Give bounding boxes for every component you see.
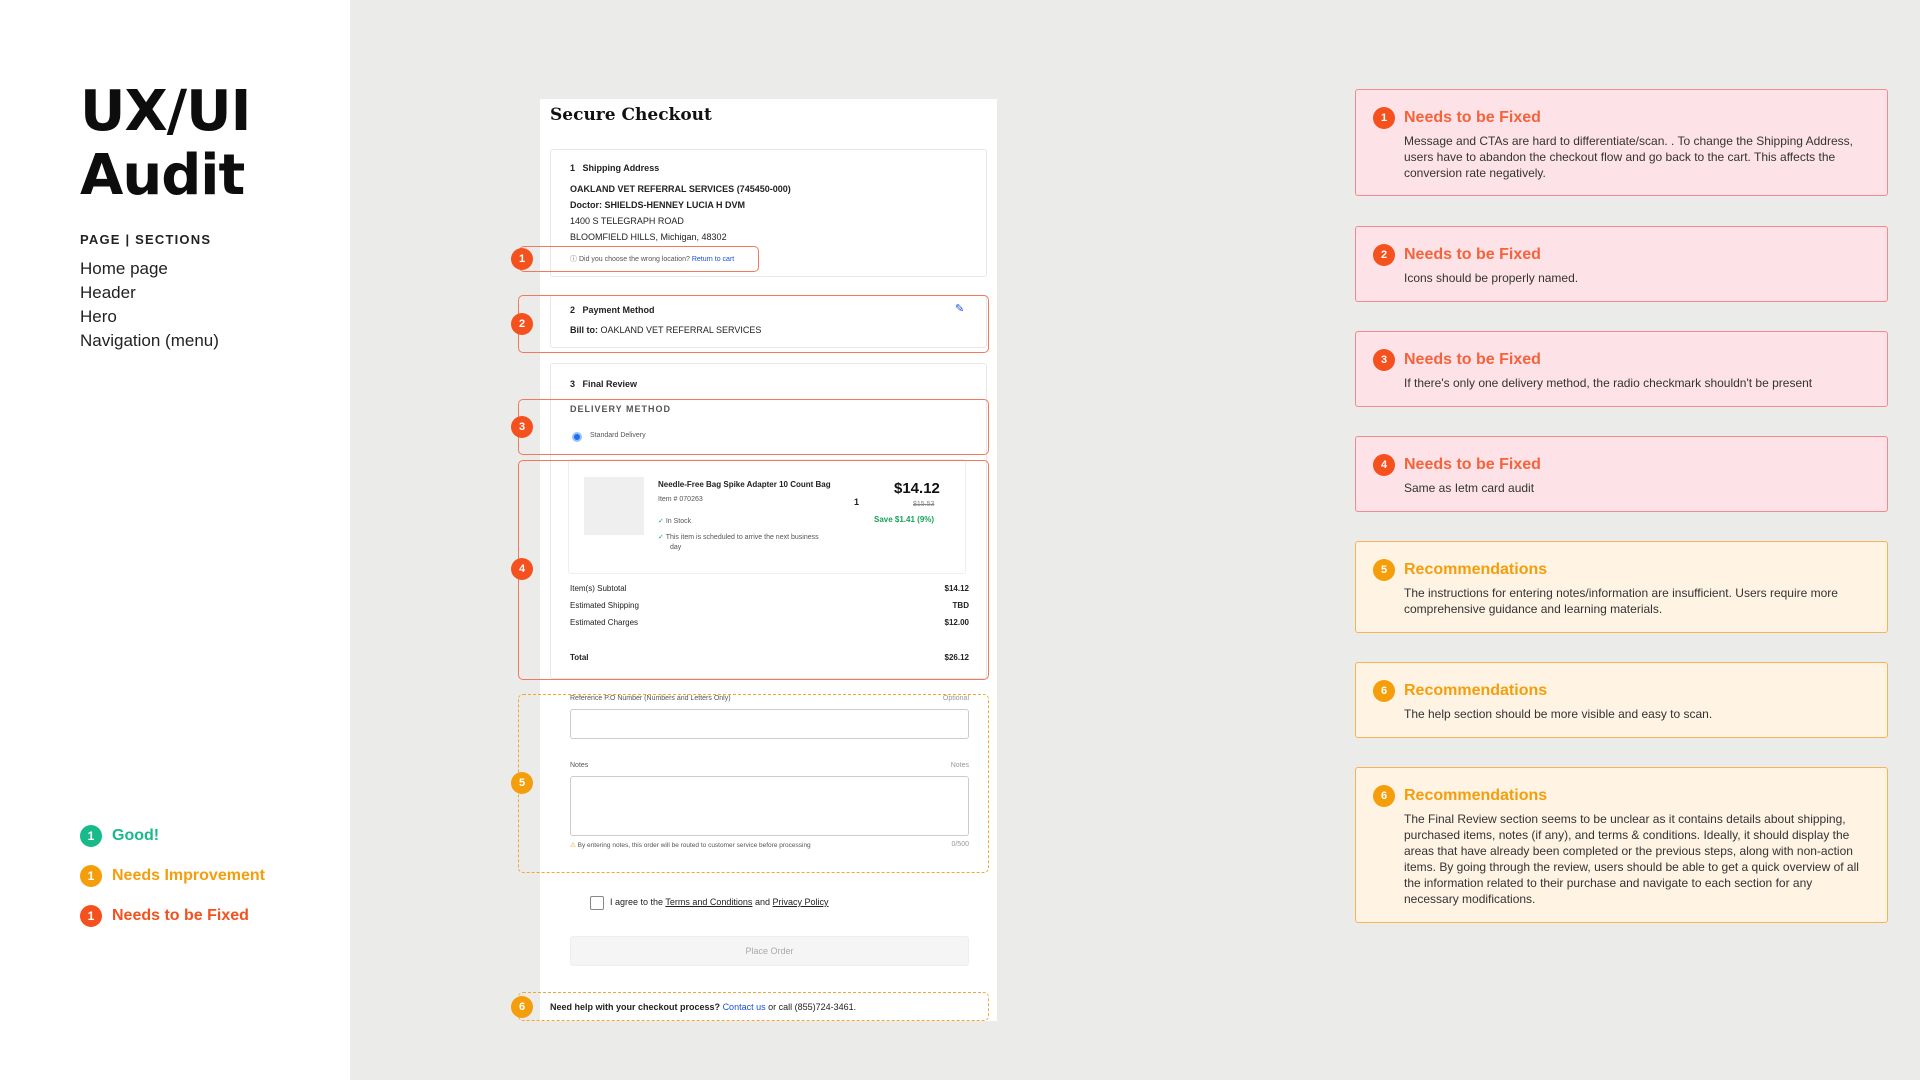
note-2-text: Icons should be properly named.: [1404, 271, 1579, 285]
warning-icon: ⚠: [570, 842, 576, 849]
note-2-badge: 2: [1373, 244, 1395, 266]
section-nav: [80, 257, 219, 353]
legend-good-label: Good!: [112, 827, 160, 844]
shipping-cost-value: TBD: [952, 601, 969, 610]
charges-value: $12.00: [944, 618, 969, 627]
marker-5: 5: [511, 772, 533, 794]
check-circle-icon: ✓: [658, 518, 664, 525]
help-text: Need help with your checkout process? Contact us or call (855)724-3461.: [550, 1002, 857, 1012]
final-review-heading: 3 Final Review: [570, 379, 638, 389]
highlight-5: [518, 694, 989, 873]
total-label: Total: [570, 653, 589, 662]
place-order-button[interactable]: Place Order: [570, 936, 969, 966]
marker-1: 1: [511, 248, 533, 270]
agree-text: I agree to the Terms and Conditions and Privacy Policy: [610, 897, 829, 907]
product-price: $14.12: [894, 480, 940, 497]
note-5: [1355, 541, 1888, 633]
wrong-location-message: ⓘ Did you choose the wrong location? Return to cart: [570, 256, 735, 263]
in-stock-status: ✓ In Stock: [658, 518, 692, 525]
note-1-text: Message and CTAs are hard to differentiate/scan. . To change the Shipping Address, users have to abandon the checkout flow and go back to the cart. This affects the conversion rate negatively.: [1404, 134, 1853, 180]
note-7-text: The Final Review section seems to be unclear as it contains details about shipping, purchased items, notes (if any), and terms & conditions. Ideally, it should display the areas that have already been completed or the previous steps, along with non-action items. By going through the review, users should be able to get a quick overview of all the information related to their purchase and navigate to each section for any necessary modifications.: [1404, 812, 1859, 906]
charges-label: Estimated Charges: [570, 618, 639, 627]
marker-6: 6: [511, 996, 533, 1018]
marker-4: 4: [511, 558, 533, 580]
product-name[interactable]: Needle-Free Bag Spike Adapter 10 Count Bag: [658, 480, 831, 489]
legend: [80, 816, 265, 936]
legend-good-badge: 1: [80, 825, 102, 847]
checkout-title: Secure Checkout: [550, 105, 712, 125]
note-2-title: Needs to be Fixed: [1404, 246, 1541, 263]
po-label: Reference P.O Number (Numbers and Letters Only): [570, 695, 731, 702]
note-5-text: The instructions for entering notes/information are insufficient. Users require more comprehensive guidance and learning materials.: [1404, 586, 1838, 616]
section-label: PAGE | SECTIONS: [80, 232, 212, 247]
terms-link[interactable]: Terms and Conditions: [665, 897, 753, 907]
notes-warning: ⚠ By entering notes, this order will be routed to customer service before processing: [570, 842, 811, 849]
note-5-badge: 5: [1373, 559, 1395, 581]
note-1: [1355, 89, 1888, 196]
legend-fix-label: Needs to be Fixed: [112, 907, 249, 924]
legend-fix-badge: 1: [80, 905, 102, 927]
shipping-line-1: OAKLAND VET REFERRAL SERVICES (745450-000): [570, 184, 791, 194]
privacy-link[interactable]: Privacy Policy: [772, 897, 829, 907]
note-7: [1355, 767, 1888, 923]
legend-good: [80, 816, 265, 856]
note-5-title: Recommendations: [1404, 561, 1548, 578]
note-4-title: Needs to be Fixed: [1404, 456, 1541, 473]
legend-improvement-badge: 1: [80, 865, 102, 887]
check-circle-icon: ✓: [658, 534, 664, 541]
note-3-title: Needs to be Fixed: [1404, 351, 1541, 368]
note-1-badge: 1: [1373, 107, 1395, 129]
agree-checkbox[interactable]: [590, 896, 604, 910]
edit-pencil-icon[interactable]: ✎: [955, 303, 965, 315]
note-6-text: The help section should be more visible and easy to scan.: [1404, 707, 1713, 721]
nav-item-home-page[interactable]: Home page: [80, 259, 168, 278]
subtotal-label: Item(s) Subtotal: [570, 584, 627, 593]
note-6: [1355, 662, 1888, 738]
product-item-number: Item # 070263: [658, 496, 703, 503]
payment-heading: 2 Payment Method: [570, 305, 655, 315]
shipping-line-2: Doctor: SHIELDS-HENNEY LUCIA H DVM: [570, 200, 746, 210]
marker-3: 3: [511, 416, 533, 438]
delivery-schedule: ✓ This item is scheduled to arrive the next business: [658, 534, 819, 541]
note-3: [1355, 331, 1888, 407]
note-3-text: If there's only one delivery method, the radio checkmark shouldn't be present: [1404, 376, 1813, 390]
note-3-badge: 3: [1373, 349, 1395, 371]
total-value: $26.12: [944, 653, 969, 662]
shipping-cost-label: Estimated Shipping: [570, 601, 639, 610]
subtotal-value: $14.12: [944, 584, 969, 593]
shipping-heading: 1 Shipping Address: [570, 163, 660, 173]
product-old-price: $15.53: [913, 501, 935, 508]
highlight-4: [518, 460, 989, 680]
product-quantity: 1: [854, 497, 860, 507]
note-6-badge: 6: [1373, 680, 1395, 702]
legend-fix: [80, 896, 265, 936]
note-7-badge: 6: [1373, 785, 1395, 807]
nav-item-navigation[interactable]: Navigation (menu): [80, 331, 219, 350]
note-4: [1355, 436, 1888, 512]
highlight-6: [518, 992, 989, 1021]
standard-delivery-label: Standard Delivery: [590, 432, 646, 439]
legend-improvement-label: Needs Improvement: [112, 867, 265, 884]
notes-right-label: Notes: [950, 762, 969, 769]
delivery-method-label: DELIVERY METHOD: [570, 404, 672, 414]
highlight-2: [518, 295, 989, 353]
note-4-text: Same as Ietm card audit: [1404, 481, 1535, 495]
delivery-schedule-cont: day: [670, 544, 682, 551]
shipping-line-4: BLOOMFIELD HILLS, Michigan, 48302: [570, 232, 727, 242]
bill-to: Bill to: OAKLAND VET REFERRAL SERVICES: [570, 325, 762, 335]
note-1-title: Needs to be Fixed: [1404, 109, 1541, 126]
po-optional: Optional: [942, 695, 969, 702]
legend-improvement: [80, 856, 265, 896]
note-7-title: Recommendations: [1404, 787, 1548, 804]
page-title: UX/UI Audit: [80, 79, 251, 208]
info-icon: ⓘ: [570, 256, 577, 263]
shipping-line-3: 1400 S TELEGRAPH ROAD: [570, 216, 684, 226]
nav-item-header[interactable]: Header: [80, 283, 136, 302]
product-savings: Save $1.41 (9%): [874, 515, 935, 524]
highlight-1: [519, 246, 759, 272]
note-2: [1355, 226, 1888, 302]
nav-item-hero[interactable]: Hero: [80, 307, 117, 326]
marker-2: 2: [511, 313, 533, 335]
audit-sidebar: [0, 0, 350, 1080]
highlight-3: [518, 399, 989, 455]
note-4-badge: 4: [1373, 454, 1395, 476]
note-6-title: Recommendations: [1404, 682, 1548, 699]
notes-label: Notes: [570, 762, 589, 769]
notes-counter: 0/500: [951, 841, 969, 848]
contact-us-link[interactable]: Contact us: [722, 1002, 766, 1012]
return-to-cart-link[interactable]: Return to cart: [691, 256, 735, 263]
